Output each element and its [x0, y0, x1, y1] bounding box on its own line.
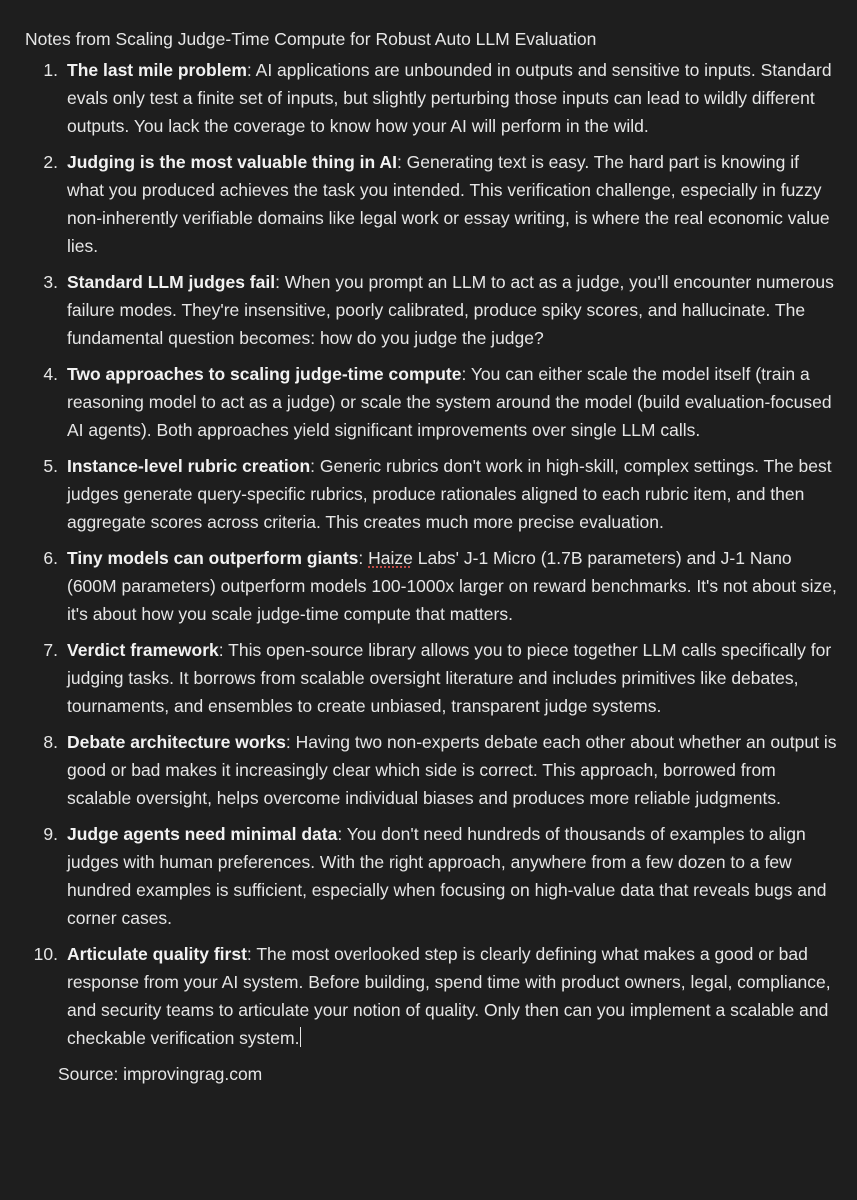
list-item-body	[58, 268, 839, 352]
list-item-text: : Generating text is easy. The hard part is knowing if what you produced achieves the task you intended. This verification challenge, especially in fuzzy non-inherently verifiable domains like legal work or essay writing, is where the real economic value lies.	[67, 152, 830, 256]
list-item-lead: The last mile problem	[67, 60, 247, 80]
list-item-text: :	[358, 548, 369, 568]
list-item-text: : AI applications are unbounded in outputs and sensitive to inputs. Standard evals only test a finite set of inputs, but slightly perturbing those inputs can lead to wildly different outputs. You lack the coverage to know how your AI will perform in the wild.	[67, 60, 832, 136]
list-item-lead: Articulate quality first	[67, 944, 247, 964]
list-item[interactable]	[25, 636, 839, 720]
list-item-body	[58, 544, 839, 628]
list-item-text: : You don't need hundreds of thousands of examples to align judges with human preferences. With the right approach, anywhere from a few dozen to a few hundred examples is sufficient, especially when focusing on high-value data that reveals bugs and corner cases.	[67, 824, 827, 928]
list-item-number: 2.	[43, 152, 58, 172]
spellcheck-word[interactable]: Haize	[368, 548, 413, 568]
list-item-text: : Generic rubrics don't work in high-skill, complex settings. The best judges generate query-specific rubrics, produce rationales aligned to each rubric item, and then aggregate scores across criteria. This creates much more precise evaluation.	[67, 456, 832, 532]
list-item-number: 9.	[43, 824, 58, 844]
list-item-text: : This open-source library allows you to piece together LLM calls specifically for judging tasks. It borrows from scalable oversight literature and includes primitives like debates, tournaments, and ensembles to create unbiased, transparent judge systems.	[67, 640, 832, 716]
list-item-body	[58, 452, 839, 536]
list-item-lead: Debate architecture works	[67, 732, 286, 752]
list-item-number: 6.	[43, 548, 58, 568]
list-item-number: 10.	[33, 944, 58, 964]
list-item[interactable]	[25, 360, 839, 444]
list-item-body	[58, 940, 839, 1052]
list-item[interactable]	[25, 56, 839, 140]
list-item-number: 7.	[43, 640, 58, 660]
list-item-body	[58, 820, 839, 932]
list-item-number: 3.	[43, 272, 58, 292]
list-item-lead: Judge agents need minimal data	[67, 824, 338, 844]
list-item-text: Labs' J-1 Micro (1.7B parameters) and J-1 Nano (600M parameters) outperform models 100-1000x larger on reward benchmarks. It's not about size, it's about how you scale judge-time compute that matters.	[67, 548, 837, 624]
list-item[interactable]	[25, 148, 839, 260]
list-item[interactable]	[25, 820, 839, 932]
list-item-body	[58, 636, 839, 720]
list-item-body	[58, 56, 839, 140]
source-line[interactable]: Source: improvingrag.com	[58, 1064, 263, 1084]
list-item-body	[58, 148, 839, 260]
list-item-text: : You can either scale the model itself (train a reasoning model to act as a judge) or scale the system around the model (build evaluation-focused AI agents). Both approaches yield significant improvements over single LLM calls.	[67, 364, 832, 440]
list-item-text: : Having two non-experts debate each other about whether an output is good or bad makes it increasingly clear which side is correct. This approach, borrowed from scalable oversight, helps overcome individual biases and produces more reliable judgments.	[67, 732, 837, 808]
list-item-lead: Standard LLM judges fail	[67, 272, 276, 292]
list-item-lead: Judging is the most valuable thing in AI	[67, 152, 397, 172]
list-item-number: 8.	[43, 732, 58, 752]
list-item-body	[58, 360, 839, 444]
list-item-text: : The most overlooked step is clearly defining what makes a good or bad response from your AI system. Before building, spend time with product owners, legal, compliance, and security teams to articulate your notion of quality. Only then can you implement a scalable and checkable verification system.	[67, 944, 831, 1048]
numbered-list	[25, 56, 839, 1052]
list-item-body	[58, 728, 839, 812]
text-cursor	[300, 1027, 301, 1047]
list-item[interactable]	[25, 728, 839, 812]
list-item-lead: Two approaches to scaling judge-time compute	[67, 364, 462, 384]
list-item[interactable]	[25, 452, 839, 536]
list-item[interactable]	[25, 268, 839, 352]
note-title[interactable]: Notes from Scaling Judge-Time Compute for Robust Auto LLM Evaluation	[25, 29, 597, 49]
list-item-lead: Instance-level rubric creation	[67, 456, 311, 476]
list-item-number: 4.	[43, 364, 58, 384]
list-item-text: : When you prompt an LLM to act as a judge, you'll encounter numerous failure modes. They're insensitive, poorly calibrated, produce spiky scores, and hallucinate. The fundamental question becomes: how do you judge the judge?	[67, 272, 834, 348]
list-item-lead: Tiny models can outperform giants	[67, 548, 359, 568]
list-item-lead: Verdict framework	[67, 640, 219, 660]
list-item[interactable]	[25, 544, 839, 628]
list-item-number: 5.	[43, 456, 58, 476]
list-item-number: 1.	[43, 60, 58, 80]
list-item[interactable]	[25, 940, 839, 1052]
